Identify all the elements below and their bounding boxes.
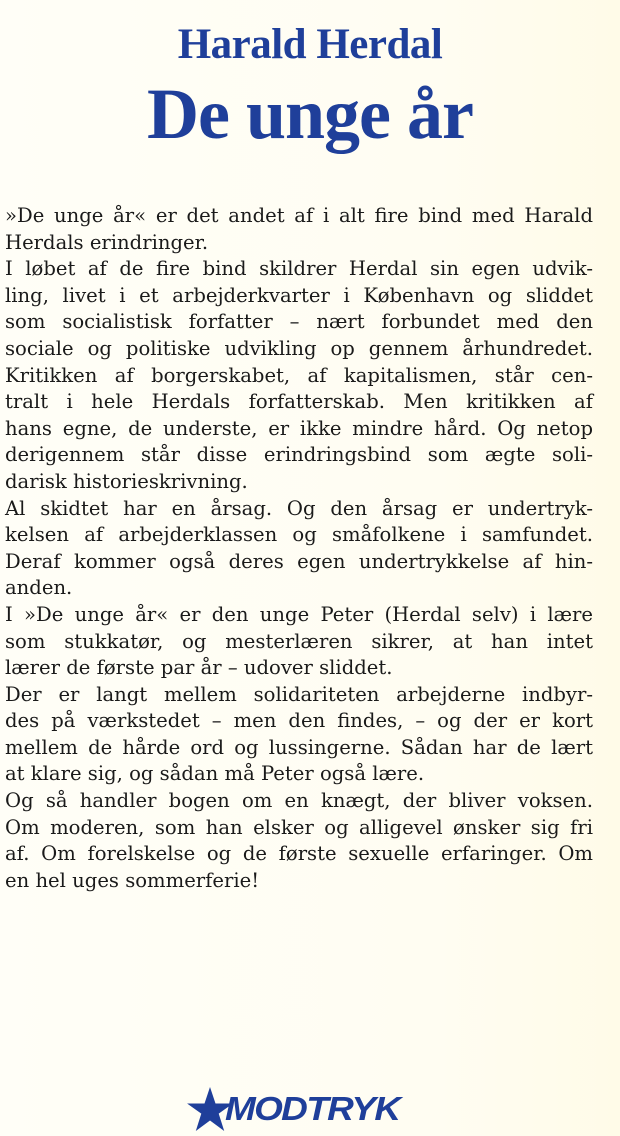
blurb-line: hans egne, de underste, er ikke mindre hård. Og netop xyxy=(5,416,593,440)
publisher-logo xyxy=(187,1087,400,1131)
blurb-line: at klare sig, og sådan må Peter også lære. xyxy=(5,762,425,786)
blurb-line: Og så handler bogen om en knægt, der bliver voksen. xyxy=(5,789,593,813)
blurb-line: sociale og politiske udvikling op gennem århundredet. xyxy=(5,336,593,360)
author-name: Harald Herdal xyxy=(177,21,443,68)
blurb-line: Al skidtet har en årsag. Og den årsag er undertryk- xyxy=(5,496,593,520)
blurb-line: som stukkatør, og mesterlæren sikrer, at han intet xyxy=(5,629,593,653)
blurb-line: kelsen af arbejderklassen og småfolkene i samfundet. xyxy=(5,523,593,547)
blurb-line: som socialistisk forfatter – nært forbundet med den xyxy=(5,310,593,334)
blurb-line: lærer de første par år – udover sliddet. xyxy=(5,656,393,680)
blurb-line: I »De unge år« er den unge Peter (Herdal selv) i lære xyxy=(5,602,593,626)
blurb-line: derigennem står disse erindringsbind som ægte soli- xyxy=(5,443,593,467)
book-title: De unge år xyxy=(147,74,473,154)
publisher-name: MODTRYK xyxy=(225,1090,400,1127)
blurb-line: Deraf kommer også deres egen undertrykkelse af hin- xyxy=(5,549,593,573)
blurb-line: Der er langt mellem solidariteten arbejderne indbyr- xyxy=(5,682,593,706)
blurb-line: Om moderen, som han elsker og alligevel ønsker sig fri xyxy=(5,815,593,839)
blurb-text xyxy=(5,203,593,894)
blurb-line: Kritikken af borgerskabet, af kapitalismen, står cen- xyxy=(5,363,593,387)
blurb-line: Herdals erindringer. xyxy=(5,230,209,254)
blurb-line: tralt i hele Herdals forfatterskab. Men kritikken af xyxy=(5,390,593,414)
blurb-line: »De unge år« er det andet af i alt fire bind med Harald xyxy=(5,204,593,227)
blurb-line: mellem de hårde ord og lussingerne. Sådan har de lært xyxy=(5,735,593,759)
blurb-line: I løbet af de fire bind skildrer Herdal sin egen udvik- xyxy=(5,257,593,281)
blurb-line: darisk historieskrivning. xyxy=(5,469,248,493)
blurb-line: af. Om forelskelse og de første sexuelle erfaringer. Om xyxy=(5,842,593,866)
blurb-line: en hel uges sommerferie! xyxy=(5,868,260,892)
blurb-line: des på værkstedet – men den findes, – og der er kort xyxy=(5,709,593,733)
blurb-line: ling, livet i et arbejderkvarter i København og sliddet xyxy=(5,283,593,307)
blurb-line: anden. xyxy=(5,576,73,600)
